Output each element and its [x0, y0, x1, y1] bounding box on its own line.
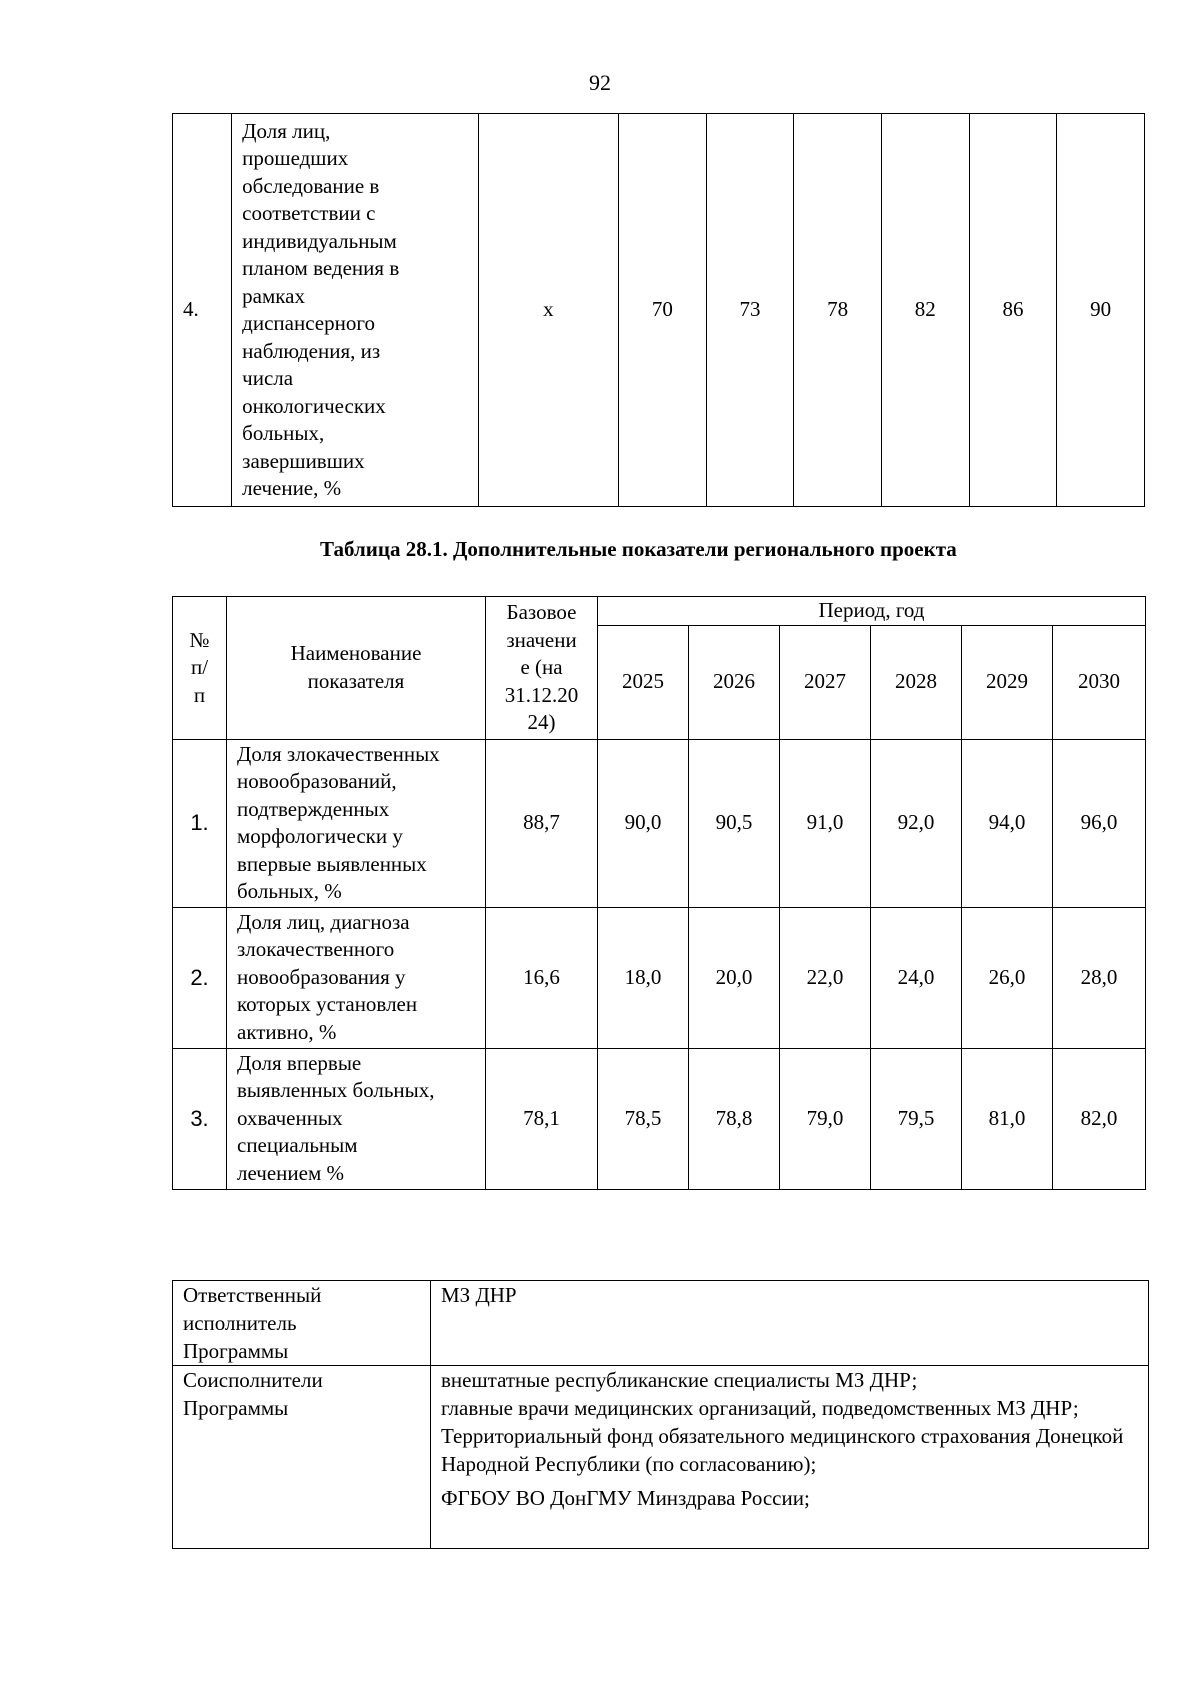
value-cell: 24,0: [871, 907, 962, 1048]
responsible-label: Ответственный исполнитель Программы: [173, 1281, 431, 1366]
value-cell: 79,5: [871, 1048, 962, 1189]
value-cell: 28,0: [1053, 907, 1146, 1048]
table-row: [173, 739, 1146, 907]
row-number: 1.: [173, 739, 227, 907]
value-cell: 90: [1057, 114, 1145, 507]
header-year: 2030: [1053, 625, 1146, 739]
header-row: [173, 597, 1146, 626]
indicators-table-continuation: [172, 113, 1145, 507]
header-indicator-name: Наименование показателя: [227, 597, 486, 740]
program-executors-table: [172, 1280, 1149, 1549]
value-cell: 78: [794, 114, 882, 507]
value-cell: 86: [969, 114, 1057, 507]
row-number: 3.: [173, 1048, 227, 1189]
header-number: № п/ п: [173, 597, 227, 740]
value-cell: 82,0: [1053, 1048, 1146, 1189]
list-item: Территориальный фонд обязательного медицинского страхования Донецкой Народной Республики (по согласованию);: [441, 1424, 1124, 1476]
value-cell: 81,0: [962, 1048, 1053, 1189]
table-row: [173, 114, 1145, 507]
list-item: главные врачи медицинских организаций, подведомственных МЗ ДНР;: [441, 1396, 1079, 1420]
value-cell: 78,8: [689, 1048, 780, 1189]
base-value: 78,1: [486, 1048, 598, 1189]
header-year: 2029: [962, 625, 1053, 739]
value-cell: 79,0: [780, 1048, 871, 1189]
header-base-value: Базовое значени е (на 31.12.20 24): [486, 597, 598, 740]
indicator-name: Доля лиц, прошедших обследование в соответствии с индивидуальным планом ведения в рамках диспансерного наблюдения, из числа онкологических больных, завершивших лечение, %: [232, 114, 479, 507]
table-row: [173, 1048, 1146, 1189]
value-cell: 96,0: [1053, 739, 1146, 907]
value-cell: 20,0: [689, 907, 780, 1048]
value-cell: 90,0: [598, 739, 689, 907]
list-item: ФГБОУ ВО ДонГМУ Минздрава России;: [441, 1486, 810, 1510]
value-cell: 92,0: [871, 739, 962, 907]
value-cell: 91,0: [780, 739, 871, 907]
table-row: [173, 1366, 1149, 1549]
base-value: x: [478, 114, 618, 507]
value-cell: 22,0: [780, 907, 871, 1048]
value-cell: 18,0: [598, 907, 689, 1048]
header-year: 2026: [689, 625, 780, 739]
value-cell: 73: [706, 114, 794, 507]
value-cell: 90,5: [689, 739, 780, 907]
indicator-name: Доля лиц, диагноза злокачественного новообразования у которых установлен активно, %: [227, 907, 486, 1048]
base-value: 16,6: [486, 907, 598, 1048]
value-cell: 26,0: [962, 907, 1053, 1048]
header-year: 2028: [871, 625, 962, 739]
coexecutors-label: Соисполнители Программы: [173, 1366, 431, 1549]
indicator-name: Доля злокачественных новообразований, подтвержденных морфологически у впервые выявленных больных, %: [227, 739, 486, 907]
coexecutors-list: [431, 1366, 1149, 1549]
header-year: 2027: [780, 625, 871, 739]
additional-indicators-table: [172, 596, 1146, 1190]
table-caption: Таблица 28.1. Дополнительные показатели регионального проекта: [320, 537, 957, 561]
header-period: Период, год: [598, 597, 1146, 626]
row-number: 2.: [173, 907, 227, 1048]
value-cell: 82: [881, 114, 969, 507]
value-cell: 94,0: [962, 739, 1053, 907]
page-number: 92: [589, 70, 611, 95]
responsible-value: МЗ ДНР: [431, 1281, 1149, 1366]
table-row: [173, 907, 1146, 1048]
table-row: [173, 1281, 1149, 1366]
row-number: 4.: [173, 114, 232, 507]
list-item: внештатные республиканские специалисты МЗ ДНР;: [441, 1368, 918, 1392]
base-value: 88,7: [486, 739, 598, 907]
indicator-name: Доля впервые выявленных больных, охваченных специальным лечением %: [227, 1048, 486, 1189]
value-cell: 78,5: [598, 1048, 689, 1189]
value-cell: 70: [618, 114, 706, 507]
header-year: 2025: [598, 625, 689, 739]
